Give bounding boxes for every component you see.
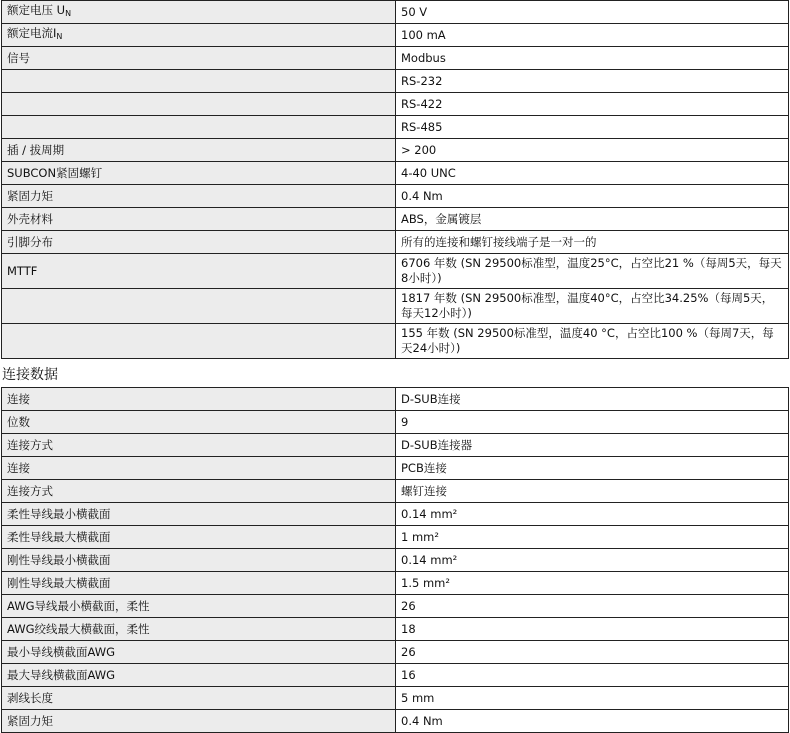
row-label: 引脚分布: [2, 231, 396, 254]
row-value: ABS，金属镀层: [396, 208, 789, 231]
row-value: 18: [396, 618, 789, 641]
table-row: [2, 572, 789, 595]
table-row: [2, 641, 789, 664]
row-value: 9: [396, 411, 789, 434]
row-value: 50 V: [396, 1, 789, 24]
row-value: D-SUB连接器: [396, 434, 789, 457]
row-label: SUBCON紧固螺钉: [2, 162, 396, 185]
row-value: 155 年数 (SN 29500标准型，温度40 °C，占空比100 %（每周7天，每天24小时）): [396, 324, 789, 359]
row-label: MTTF: [2, 254, 396, 289]
row-label: 剥线长度: [2, 687, 396, 710]
row-value: 所有的连接和螺钉接线端子是一对一的: [396, 231, 789, 254]
table-row: [2, 24, 789, 47]
row-value: 26: [396, 641, 789, 664]
table-row: [2, 324, 789, 359]
table-row: [2, 526, 789, 549]
row-value: Modbus: [396, 47, 789, 70]
table-row: [2, 687, 789, 710]
table-row: [2, 457, 789, 480]
table-row: [2, 116, 789, 139]
row-label: AWG导线最小横截面，柔性: [2, 595, 396, 618]
row-label: 连接: [2, 388, 396, 411]
row-label: 额定电压 $U_N$: [2, 1, 396, 24]
row-value: 5 mm: [396, 687, 789, 710]
section-title-connection-data: 连接数据: [2, 367, 58, 383]
row-label: 紧固力矩: [2, 185, 396, 208]
row-value: RS-422: [396, 93, 789, 116]
table-row: [2, 388, 789, 411]
row-label: 连接方式: [2, 480, 396, 503]
row-label: 柔性导线最大横截面: [2, 526, 396, 549]
subscript-n: N: [56, 32, 63, 41]
table-row: [2, 208, 789, 231]
table-row: [2, 93, 789, 116]
row-label: [2, 93, 396, 116]
row-value: 螺钉连接: [396, 480, 789, 503]
row-value: 0.14 mm²: [396, 503, 789, 526]
table-row: [2, 47, 789, 70]
table-row: [2, 480, 789, 503]
table-row: [2, 162, 789, 185]
row-label: 连接方式: [2, 434, 396, 457]
row-label: [2, 324, 396, 359]
row-value: 0.4 Nm: [396, 185, 789, 208]
table-row: [2, 618, 789, 641]
subscript-n: N: [65, 9, 72, 18]
table-row: [2, 289, 789, 324]
row-label: [2, 116, 396, 139]
row-value: 100 mA: [396, 24, 789, 47]
table-row: [2, 549, 789, 572]
row-value: 1 mm²: [396, 526, 789, 549]
row-label: 柔性导线最小横截面: [2, 503, 396, 526]
row-value: 0.4 Nm: [396, 710, 789, 733]
table-row: [2, 139, 789, 162]
table-row: [2, 1, 789, 24]
row-value: D-SUB连接: [396, 388, 789, 411]
row-label: 位数: [2, 411, 396, 434]
row-label: 信号: [2, 47, 396, 70]
row-value: 1817 年数 (SN 29500标准型，温度40°C，占空比34.25%（每周5天，每天12小时）): [396, 289, 789, 324]
row-label: 连接: [2, 457, 396, 480]
row-label: 插 / 拔周期: [2, 139, 396, 162]
table-row: [2, 70, 789, 93]
table-row: [2, 710, 789, 733]
row-label: 紧固力矩: [2, 710, 396, 733]
connection-data-table: [1, 387, 789, 733]
row-value: RS-232: [396, 70, 789, 93]
row-label: [2, 70, 396, 93]
row-value: 4-40 UNC: [396, 162, 789, 185]
row-value: > 200: [396, 139, 789, 162]
row-value: 26: [396, 595, 789, 618]
table-row: [2, 185, 789, 208]
row-value: PCB连接: [396, 457, 789, 480]
row-value: 6706 年数 (SN 29500标准型，温度25°C，占空比21 %（每周5天，每天8小时）): [396, 254, 789, 289]
row-label: 外壳材料: [2, 208, 396, 231]
row-label: 最大导线横截面AWG: [2, 664, 396, 687]
row-label: 最小导线横截面AWG: [2, 641, 396, 664]
row-label: AWG绞线最大横截面，柔性: [2, 618, 396, 641]
table-row: [2, 664, 789, 687]
row-value: RS-485: [396, 116, 789, 139]
table-row: [2, 231, 789, 254]
row-value: 1.5 mm²: [396, 572, 789, 595]
row-label: [2, 289, 396, 324]
technical-data-table: [1, 0, 789, 359]
table-row: [2, 595, 789, 618]
row-label: 额定电流$I_N$: [2, 24, 396, 47]
table-row: [2, 503, 789, 526]
table-row: [2, 254, 789, 289]
table-row: [2, 411, 789, 434]
table-row: [2, 434, 789, 457]
row-value: 16: [396, 664, 789, 687]
row-value: 0.14 mm²: [396, 549, 789, 572]
row-label: 刚性导线最大横截面: [2, 572, 396, 595]
row-label: 刚性导线最小横截面: [2, 549, 396, 572]
